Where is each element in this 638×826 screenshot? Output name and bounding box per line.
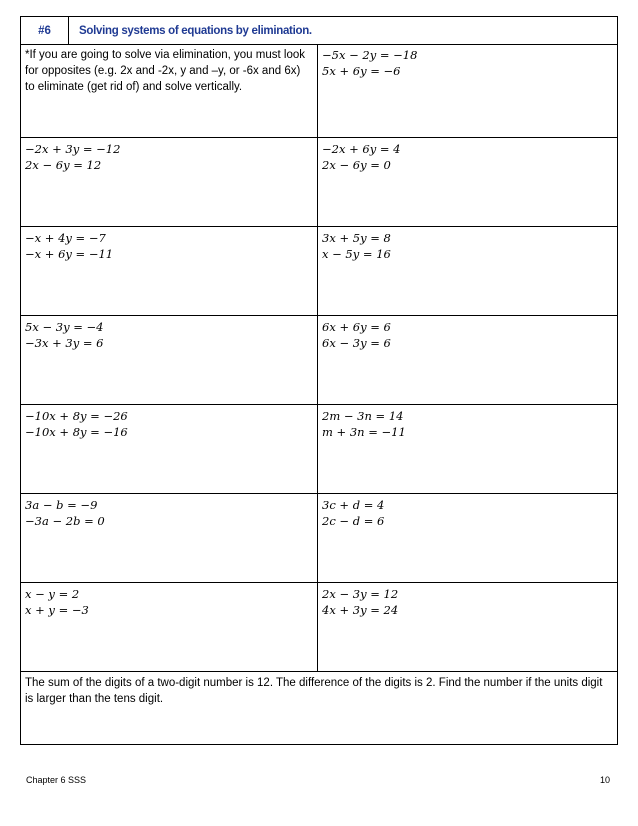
equation-1: −10x + 8y = −26	[25, 409, 128, 423]
equation-1: 2m − 3n = 14	[322, 409, 404, 423]
footer-page-number: 10	[599, 775, 610, 785]
equation-2: m + 3n = −11	[322, 425, 406, 439]
equation-2: −3x + 3y = 6	[25, 336, 104, 350]
header-row	[21, 17, 617, 45]
section-title: Solving systems of equations by elimination.	[79, 24, 312, 37]
equation-2: −x + 6y = −11	[25, 247, 114, 261]
problem-cell	[318, 316, 617, 404]
equation-1: 3a − b = −9	[25, 498, 98, 512]
word-problem-text: The sum of the digits of a two-digit number is 12. The difference of the digits is 2. Find the number if the units digit is larger than the tens digit.	[25, 677, 603, 705]
problem-cell	[318, 405, 617, 493]
section-number: #6	[21, 17, 69, 44]
worksheet-table	[20, 16, 618, 745]
problem-cell	[21, 138, 318, 226]
problem-cell	[318, 44, 617, 137]
table-row	[21, 44, 617, 138]
instruction-note: *If you are going to solve via elimination, you must look for opposites (e.g. 2x and -2x, y and –y, or -6x and 6x) to eliminate (get rid of) and solve vertically.	[25, 49, 305, 93]
problem-cell	[318, 494, 617, 582]
equation-1: 2x − 3y = 12	[322, 587, 399, 601]
equation-1: 3c + d = 4	[322, 498, 385, 512]
equation-2: 5x + 6y = −6	[322, 64, 401, 78]
problem-cell	[21, 583, 318, 671]
table-row	[21, 405, 617, 494]
problem-cell	[21, 227, 318, 315]
problem-cell	[21, 494, 318, 582]
equation-1: x − y = 2	[25, 587, 80, 601]
equation-1: 5x − 3y = −4	[25, 320, 104, 334]
equation-1: −5x − 2y = −18	[322, 48, 418, 62]
problem-grid	[21, 44, 617, 754]
table-row	[21, 583, 617, 672]
equation-1: −2x + 6y = 4	[322, 142, 401, 156]
equation-2: −3a − 2b = 0	[25, 514, 105, 528]
problem-cell	[21, 405, 318, 493]
equation-2: 2x − 6y = 12	[25, 158, 102, 172]
problem-cell	[318, 138, 617, 226]
table-row	[21, 227, 617, 316]
table-row	[21, 138, 617, 227]
equation-1: −2x + 3y = −12	[25, 142, 121, 156]
equation-2: 6x − 3y = 6	[322, 336, 391, 350]
problem-cell	[318, 583, 617, 671]
equation-2: −10x + 8y = −16	[25, 425, 128, 439]
equation-2: 4x + 3y = 24	[322, 603, 399, 617]
problem-cell	[21, 316, 318, 404]
equation-2: x + y = −3	[25, 603, 89, 617]
equation-1: 3x + 5y = 8	[322, 231, 391, 245]
equation-2: x − 5y = 16	[322, 247, 391, 261]
footer-chapter: Chapter 6 SSS	[26, 775, 87, 785]
instruction-cell	[21, 44, 318, 137]
table-row	[21, 316, 617, 405]
problem-cell	[318, 227, 617, 315]
equation-1: −x + 4y = −7	[25, 231, 106, 245]
equation-2: 2x − 6y = 0	[322, 158, 391, 172]
equation-2: 2c − d = 6	[322, 514, 385, 528]
equation-1: 6x + 6y = 6	[322, 320, 391, 334]
word-problem-row	[21, 672, 617, 754]
table-row	[21, 494, 617, 583]
